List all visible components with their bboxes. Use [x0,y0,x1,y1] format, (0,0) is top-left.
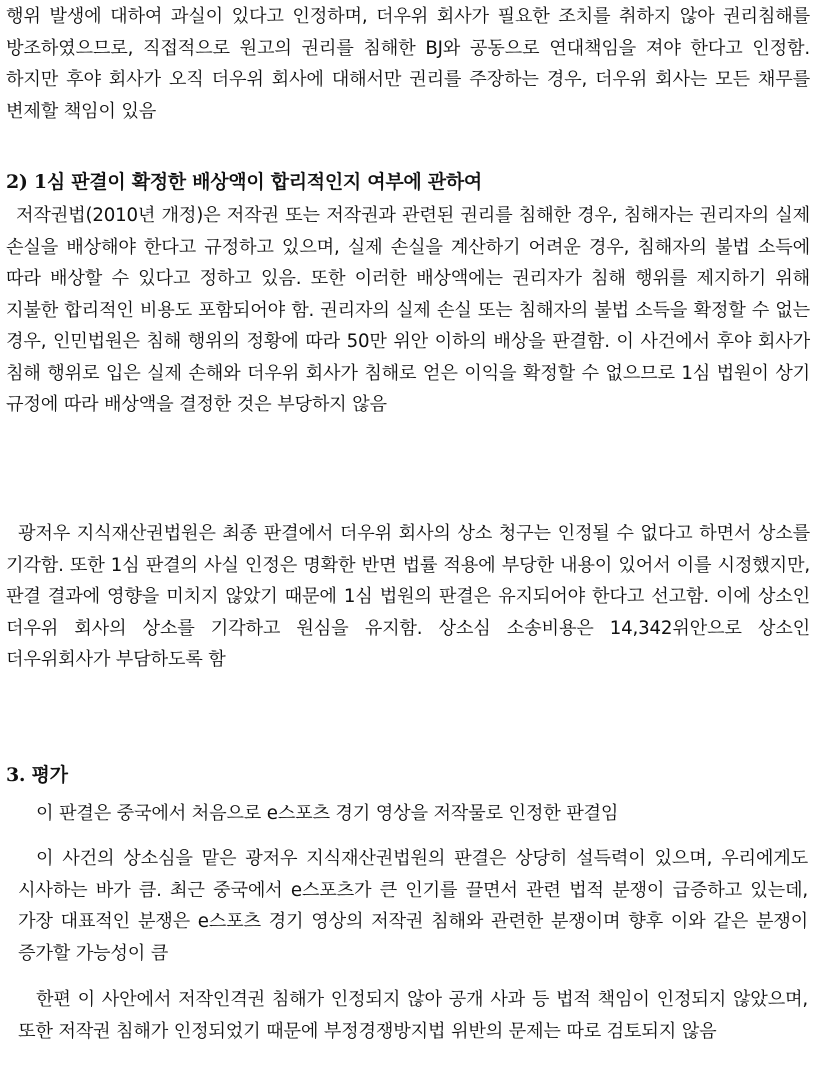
paragraph-evaluation-first: 이 판결은 중국에서 처음으로 e스포츠 경기 영상을 저작물로 인정한 판결임 [36,803,619,824]
paragraph-copyright-law: 저작권법(2010년 개정)은 저작권 또는 저작권과 관련된 권리를 침해한 경우, 침해자는 권리자의 실제 손실을 배상해야 한다고 규정하고 있으며, 실제 손실을 계산하기 어려운 경우, 침해자의 불법 소득에 따라 배상할 수 있다고 정하고 있음. 또한 이러한 배상액에는 권리자가 침해 행위를 제지하기 위해 지불한 합리적인 비용도 포함되어야 함. 권리자의 실제 손실 또는 침해자의 불법 소득을 확정할 수 없는 경우, 인민법원은 침해 행위의 정황에 따라 50만 위안 이하의 배상을 판결함. 이 사건에서 후야 회사가 침해 행위로 입은 실제 손해와 더우위 회사가 침해로 얻은 이익을 확정할 수 없으므로 1심 법원이 상기 규정에 따라 배상액을 결정한 것은 부당하지 않음 [6,205,810,415]
section-heading-evaluation: 3. 평가 [6,764,68,786]
paragraph-court-ruling: 광저우 지식재산권법원은 최종 판결에서 더우위 회사의 상소 청구는 인정될 수 없다고 하면서 상소를 기각함. 또한 1심 판결의 사실 인정은 명확한 반면 법률 적용에 부당한 내용이 있어서 이를 시정했지만, 판결 결과에 영향을 미치지 않았기 때문에 1심 법원의 판결은 유지되어야 한다고 선고함. 이에 상소인 더우위 회사의 상소를 기각하고 원심을 유지함. 상소심 소송비용은 14,342위안으로 상소인 더우위회사가 부담하도록 함 [6,523,810,670]
section-heading-damages: 2) 1심 판결이 확정한 배상액이 합리적인지 여부에 관하여 [6,171,482,193]
paragraph-evaluation-second: 이 사건의 상소심을 맡은 광저우 지식재산권법원의 판결은 상당히 설득력이 있으며, 우리에게도 시사하는 바가 큼. 최근 중국에서 e스포츠가 큰 인기를 끌면서 관련 법적 분쟁이 급증하고 있는데, 가장 대표적인 분쟁은 e스포츠 경기 영상의 저작권 침해와 관련한 분쟁이며 향후 이와 같은 분쟁이 증가할 가능성이 큼 [18,848,808,964]
paragraph-liability: 행위 발생에 대하여 과실이 있다고 인정하며, 더우위 회사가 필요한 조치를 취하지 않아 권리침해를 방조하였으므로, 직접적으로 원고의 권리를 침해한 BJ와 공동으로 연대책임을 져야 한다고 인정함. 하지만 후야 회사가 오직 더우위 회사에 대해서만 권리를 주장하는 경우, 더우위 회사는 모든 채무를 변제할 책임이 있음 [6,6,810,122]
paragraph-evaluation-third: 한편 이 사안에서 저작인격권 침해가 인정되지 않아 공개 사과 등 법적 책임이 인정되지 않았으며, 또한 저작권 침해가 인정되었기 때문에 부정경쟁방지법 위반의 문제는 따로 검토되지 않음 [18,989,808,1042]
